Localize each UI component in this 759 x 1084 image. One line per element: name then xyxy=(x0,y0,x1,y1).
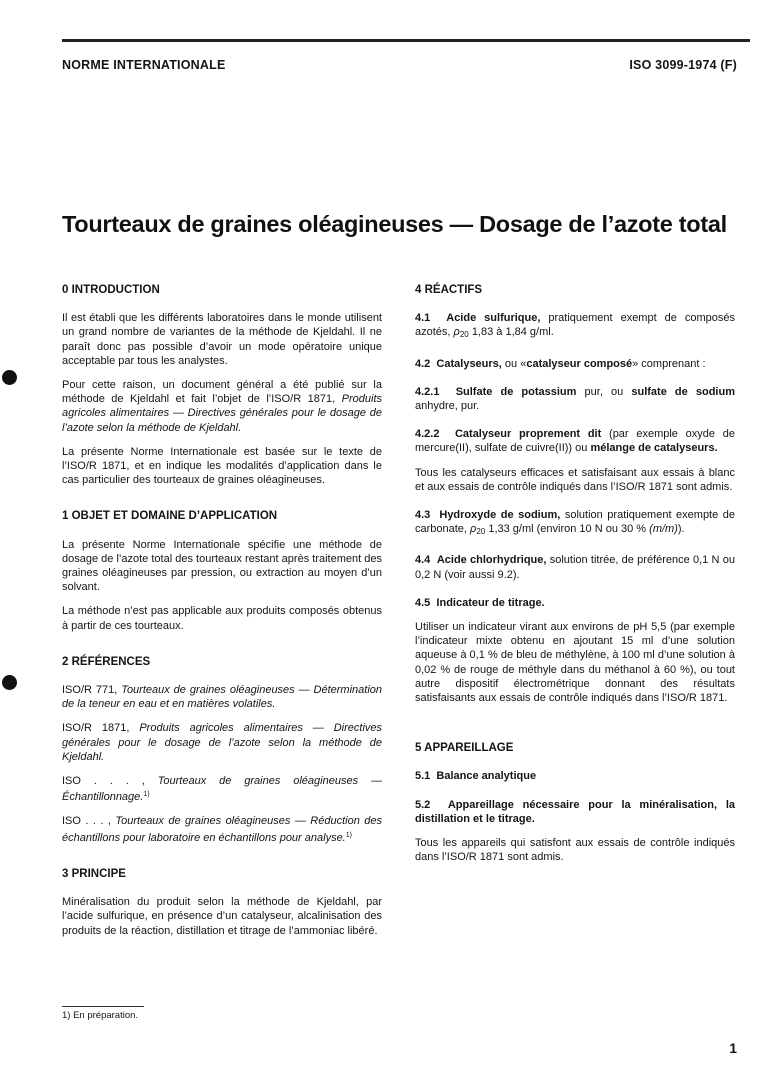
footnote: 1) En préparation. xyxy=(62,1010,139,1021)
header-standard-label: NORME INTERNATIONALE xyxy=(62,58,226,72)
reagent-4-5: 4.5 Indicateur de titrage. xyxy=(415,596,545,609)
reagent-4-2-2: 4.2.2 Catalyseur proprement dit (par exemple oxyde de mercure(II), sulfate de cuivre(II)) ou mélange de catalyseurs. xyxy=(415,428,735,455)
intro-paragraph-1: Il est établi que les différents laboratoires dans le monde utilisent un grand nombre de variantes de la méthode de Kjeldahl. Il ne paraît donc pas possible d’avoir un mode opératoire unique acceptable par tous les analystes. xyxy=(62,312,382,367)
apparatus-5-2: 5.2 Appareillage nécessaire pour la minéralisation, la distillation et le titrage. xyxy=(415,798,735,825)
reagent-4-1: 4.1 Acide sulfurique, pratiquement exempt de composés azotés, $\rho_{20}$ 1,83 à 1,84 g/ml. xyxy=(415,312,735,340)
reagent-4-2-1: 4.2.1 Sulfate de potassium pur, ou sulfate de sodium anhydre, pur. xyxy=(415,385,735,413)
apparatus-note: Tous les appareils qui satisfont aux essais de contrôle indiqués dans l’ISO/R 1871 sont admis. xyxy=(415,837,735,864)
top-rule xyxy=(62,39,750,42)
binder-hole-mark xyxy=(2,675,17,690)
right-column xyxy=(415,283,735,864)
footnote-rule xyxy=(62,1006,144,1007)
reference-item: ISO . . . , Tourteaux de graines oléagineuses — Échantillonnage.$^{1)}$ xyxy=(62,775,382,804)
principle-paragraph: Minéralisation du produit selon la méthode de Kjeldahl, par l’acide sulfurique, en présence d’un catalyseur, alcalinisation des produits de la réaction, distillation et titrage de l’ammoniac libéré. xyxy=(62,896,382,937)
section-4-heading: 4 RÉACTIFS xyxy=(415,284,483,296)
reference-item: ISO . . . , Tourteaux de graines oléagineuses — Réduction des échantillons pour laboratoire en échantillons pour analyse.$^{1)}$ xyxy=(62,815,382,844)
footnote-ref: 1) xyxy=(143,791,150,799)
reference-item: ISO/R 1871, Produits agricoles alimentaires — Directives générales pour le dosage de l’azote selon la méthode de Kjeldahl. xyxy=(62,722,382,763)
reagent-4-3: 4.3 Hydroxyde de sodium, solution pratiquement exempte de carbonate, $\rho_{20}$ 1,33 g/ml (environ 10 N ou 30 % (m/m)). xyxy=(415,509,736,537)
page-number: 1 xyxy=(729,1040,737,1056)
intro-paragraph-3: La présente Norme Internationale est basée sur le texte de l’ISO/R 1871, et en indique les modalités d’application dans le cas particulier des tourteaux de graines oléagineuses. xyxy=(62,445,382,487)
scope-paragraph-2: La méthode n’est pas applicable aux produits composés obtenus à partir de ces tourteaux. xyxy=(62,605,382,632)
indicator-paragraph: Utiliser un indicateur virant aux environs de pH 5,5 (par exemple l’indicateur mixte obtenu en ajoutant 15 ml d’une solution aqueuse à 0,1 % de bleu de méthylène, à 100 ml d’une solution à 0,02 % de rouge de méthyle dans du méthanol à 60 %), ou tout autre dispositif électrométrique donnant des résultats satisfaisants aux essais de contrôle indiqués dans l’ISO/R 1871. xyxy=(415,621,735,705)
reagent-4-4: 4.4 Acide chlorhydrique, solution titrée, de préférence 0,1 N ou 0,2 N (voir aussi 9.2). xyxy=(415,554,735,581)
scope-paragraph-1: La présente Norme Internationale spécifie une méthode de dosage de l’azote total des tourteaux restant après traitement des graines oléagineuses par pression, ou extraction au moyen d’un solvant. xyxy=(62,538,382,594)
section-1-heading: 1 OBJET ET DOMAINE D’APPLICATION xyxy=(62,510,278,523)
apparatus-5-1: 5.1 Balance analytique xyxy=(415,770,537,783)
reagent-4-2: 4.2 Catalyseurs, ou «catalyseur composé» comprenant : xyxy=(415,357,706,370)
section-0-heading: 0 INTRODUCTION xyxy=(62,284,160,296)
section-5-heading: 5 APPAREILLAGE xyxy=(415,742,514,755)
section-2-heading: 2 RÉFÉRENCES xyxy=(62,655,151,668)
left-column xyxy=(62,283,382,938)
header-document-number: ISO 3099-1974 (F) xyxy=(629,58,737,72)
reference-item: ISO/R 771, Tourteaux de graines oléagineuses — Détermination de la teneur en eau et en matières volatiles. xyxy=(62,684,383,711)
intro-paragraph-2: Pour cette raison, un document général a été publié sur la méthode de Kjeldahl et fait l’objet de l’ISO/R 1871, Produits agricoles alimentaires — Directives générales pour le dosage de l’azote selon la méthode de Kjeldahl. xyxy=(62,379,382,434)
catalyst-note: Tous les catalyseurs efficaces et satisfaisant aux essais à blanc et aux essais de contrôle indiqués dans l’ISO/R 1871 sont admis. xyxy=(415,466,735,493)
footnote-ref: 1) xyxy=(345,831,352,839)
page-title: Tourteaux de graines oléagineuses — Dosage de l’azote total xyxy=(62,211,727,237)
binder-hole-mark xyxy=(2,370,17,385)
section-3-heading: 3 PRINCIPE xyxy=(62,867,126,880)
